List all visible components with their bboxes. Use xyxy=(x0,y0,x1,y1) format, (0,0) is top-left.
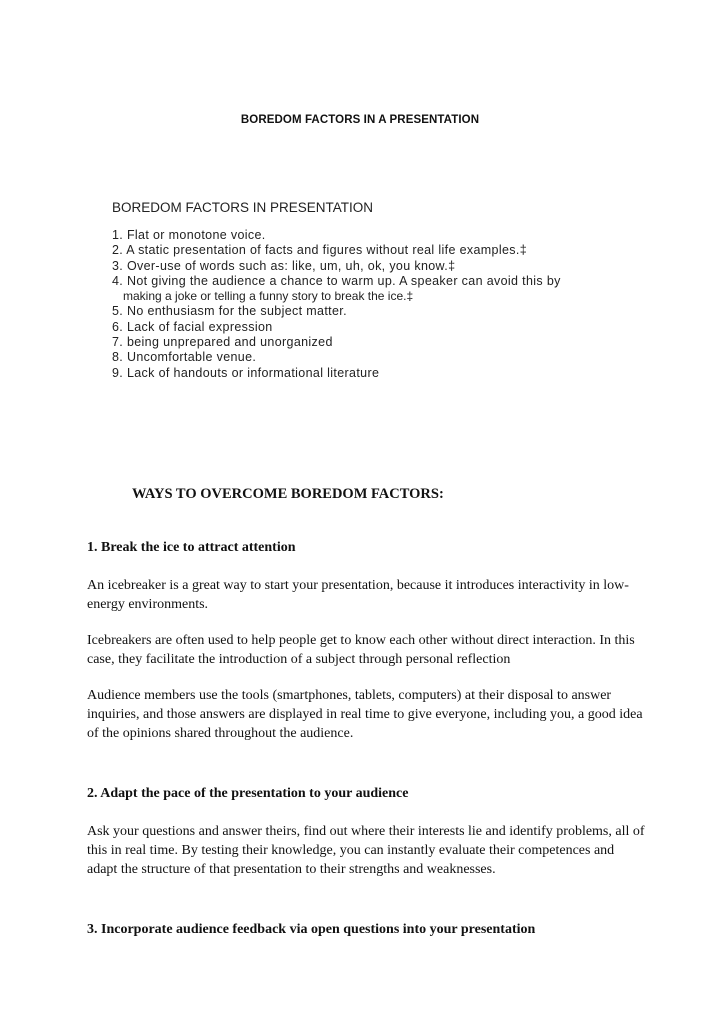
paragraph: Audience members use the tools (smartphones, tablets, computers) at their disposal to answer inquiries, and those answers are displayed in real time to give everyone, including you, a good idea of the opinions shared throughout the audience. xyxy=(87,688,643,741)
list-item-text: 4. Not giving the audience a chance to warm up. A speaker can avoid this by xyxy=(112,273,561,288)
figure-heading: BOREDOM FACTORS IN PRESENTATION xyxy=(112,200,374,215)
section-heading: 3. Incorporate audience feedback via open questions into your presentation xyxy=(87,922,536,937)
list-item xyxy=(112,274,632,305)
list-item xyxy=(112,320,632,335)
list-item-text: 7. being unprepared and unorganized xyxy=(112,335,333,350)
list-item xyxy=(112,259,632,274)
boredom-factors-figure xyxy=(112,200,632,381)
section-title: WAYS TO OVERCOME BOREDOM FACTORS: xyxy=(132,486,444,502)
list-item-text: 1. Flat or monotone voice. xyxy=(112,228,266,242)
list-item xyxy=(112,366,632,381)
list-item xyxy=(112,350,632,365)
document-body xyxy=(87,538,647,939)
page-title: BOREDOM FACTORS IN A PRESENTATION xyxy=(240,114,480,126)
list-item-continuation: making a joke or telling a funny story to break the ice.‡ xyxy=(123,289,414,304)
list-item xyxy=(112,228,632,243)
list-item-text: 6. Lack of facial expression xyxy=(112,319,273,334)
list-item-text: 5. No enthusiasm for the subject matter. xyxy=(112,304,347,319)
paragraph: Ask your questions and answer theirs, find out where their interests lie and identify problems, all of this in real time. By testing their knowledge, you can instantly evaluate their competences and adapt the structure of that presentation to their strengths and weaknesses. xyxy=(87,824,645,877)
list-item xyxy=(112,304,632,319)
list-item-text: 2. A static presentation of facts and figures without real life examples.‡ xyxy=(112,243,528,258)
list-item-text: 8. Uncomfortable venue. xyxy=(112,350,257,365)
list-item-text: 3. Over-use of words such as: like, um, uh, ok, you know.‡ xyxy=(112,258,456,273)
paragraph: An icebreaker is a great way to start your presentation, because it introduces interactivity in low-energy environments. xyxy=(87,578,629,612)
boredom-factors-list xyxy=(112,228,632,381)
section-heading: 1. Break the ice to attract attention xyxy=(87,540,296,555)
list-item-text: 9. Lack of handouts or informational literature xyxy=(112,365,380,380)
paragraph: Icebreakers are often used to help people get to know each other without direct interaction. In this case, they facilitate the introduction of a subject through personal reflection xyxy=(87,633,635,667)
section-heading: 2. Adapt the pace of the presentation to your audience xyxy=(87,786,409,801)
list-item xyxy=(112,335,632,350)
list-item xyxy=(112,243,632,258)
